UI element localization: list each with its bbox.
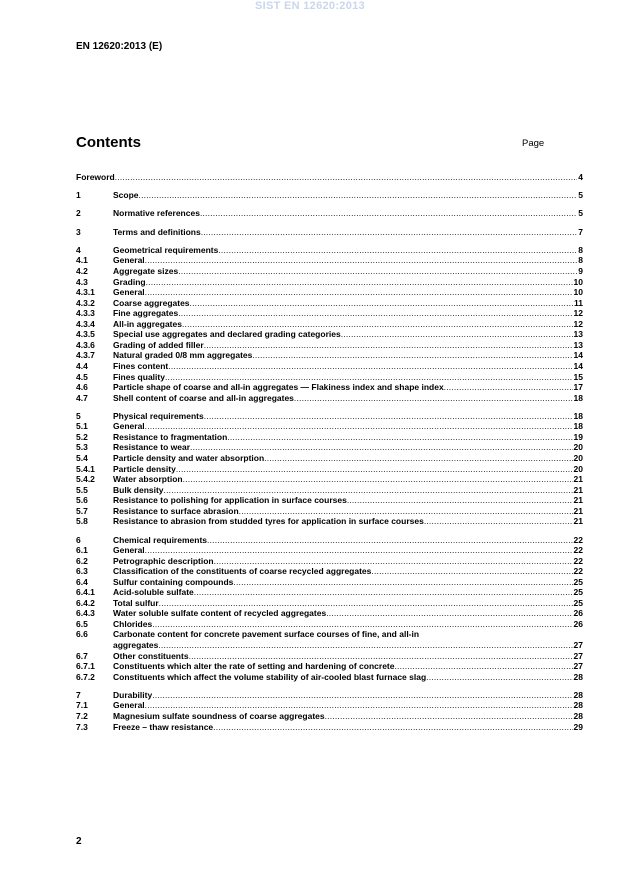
toc-entry-number: 6 bbox=[76, 534, 81, 545]
toc-entry-title: Durability bbox=[113, 689, 153, 700]
dot-leader bbox=[164, 485, 573, 496]
toc-entry-page: 26 bbox=[573, 618, 583, 629]
dot-leader bbox=[233, 577, 572, 588]
toc-entry[interactable] bbox=[76, 421, 583, 432]
toc-entry-page: 14 bbox=[573, 350, 583, 361]
toc-entry[interactable] bbox=[76, 556, 583, 567]
toc-entry-page: 5 bbox=[578, 208, 583, 219]
toc-entry[interactable] bbox=[76, 245, 583, 256]
toc-entry-page: 28 bbox=[573, 689, 583, 700]
dot-leader bbox=[444, 382, 573, 393]
toc-entry[interactable] bbox=[76, 661, 583, 672]
toc-entry-number: 6.5 bbox=[76, 618, 88, 629]
toc-entry-number: 7.3 bbox=[76, 721, 88, 732]
dot-leader bbox=[371, 566, 572, 577]
toc-entry[interactable] bbox=[76, 651, 583, 662]
toc-entry-page: 20 bbox=[573, 442, 583, 453]
toc-entry-page: 28 bbox=[573, 700, 583, 711]
toc-entry-title: Shell content of coarse and all-in aggregates bbox=[113, 392, 294, 403]
toc-entry[interactable] bbox=[76, 711, 583, 722]
toc-entry-page: 22 bbox=[573, 555, 583, 566]
dot-leader bbox=[204, 340, 573, 351]
dot-leader bbox=[204, 411, 573, 422]
toc-entry-title: Resistance to fragmentation bbox=[113, 431, 228, 442]
page-column-label: Page bbox=[522, 138, 545, 149]
toc-entry-title: Resistance to abrasion from studded tyres for application in surface courses bbox=[113, 516, 424, 527]
dot-leader bbox=[139, 190, 578, 201]
toc-entry[interactable] bbox=[76, 577, 583, 588]
dot-leader bbox=[207, 535, 573, 546]
toc-entry-number: 4.7 bbox=[76, 392, 88, 403]
toc-entry[interactable] bbox=[76, 255, 583, 266]
dot-leader bbox=[145, 700, 573, 711]
toc-entry-page: 12 bbox=[573, 318, 583, 329]
toc-entry[interactable] bbox=[76, 393, 583, 404]
toc-entry-number: 6.2 bbox=[76, 555, 88, 566]
dot-leader bbox=[152, 690, 572, 701]
toc-entry-page: 22 bbox=[573, 534, 583, 545]
toc-entry[interactable] bbox=[76, 598, 583, 609]
toc-entry-number: 4.6 bbox=[76, 382, 88, 393]
toc-entry-title: Constituents which affect the volume stability of air-cooled blast furnace slag bbox=[113, 671, 427, 682]
toc-entry-title: Particle shape of coarse and all-in aggregates — Flakiness index and shape index bbox=[113, 382, 444, 393]
dot-leader bbox=[294, 393, 573, 404]
toc-entry-page: 18 bbox=[573, 421, 583, 432]
toc-entry[interactable] bbox=[76, 700, 583, 711]
toc-entry-page: 20 bbox=[573, 463, 583, 474]
toc-entry-page: 18 bbox=[573, 392, 583, 403]
toc-entry-number: 5.7 bbox=[76, 505, 88, 516]
toc-entry-title: Bulk density bbox=[113, 484, 164, 495]
toc-entry-title: General bbox=[113, 287, 145, 298]
toc-entry-page: 18 bbox=[573, 410, 583, 421]
dot-leader bbox=[145, 545, 573, 556]
toc-entry[interactable] bbox=[76, 298, 583, 309]
toc-entry-title: Total sulfur bbox=[113, 597, 159, 608]
dot-leader bbox=[239, 506, 573, 517]
dot-leader bbox=[182, 319, 573, 330]
toc-entry[interactable] bbox=[76, 432, 583, 443]
toc-entry-page: 10 bbox=[573, 287, 583, 298]
toc-entry-number: 6.7.2 bbox=[76, 671, 95, 682]
dot-leader bbox=[190, 442, 573, 453]
toc-entry[interactable] bbox=[76, 287, 583, 298]
toc-entry-number: 6.7 bbox=[76, 650, 88, 661]
toc-entry-title: Fines content bbox=[113, 360, 169, 371]
toc-entry[interactable] bbox=[76, 372, 583, 383]
toc-entry-number: 5.6 bbox=[76, 495, 88, 506]
toc-entry-title: General bbox=[113, 545, 145, 556]
toc-entry[interactable] bbox=[76, 474, 583, 485]
toc-entry[interactable] bbox=[76, 308, 583, 319]
dot-leader bbox=[426, 672, 572, 683]
dot-leader bbox=[145, 255, 578, 266]
toc-entry-title: Special use aggregates and declared grading categories bbox=[113, 329, 341, 340]
toc-entry-number: 5.2 bbox=[76, 431, 88, 442]
dot-leader bbox=[424, 516, 573, 527]
toc-entry-number: 4.3.2 bbox=[76, 297, 95, 308]
dot-leader bbox=[178, 266, 577, 277]
toc-entry-title: Magnesium sulfate soundness of coarse aggregates bbox=[113, 710, 325, 721]
toc-entry-title: Geometrical requirements bbox=[113, 244, 219, 255]
toc-entry-number: 4 bbox=[76, 244, 81, 255]
toc-entry-number: 4.1 bbox=[76, 255, 88, 266]
toc-entry-number: 4.3.6 bbox=[76, 339, 95, 350]
toc-entry-title: Aggregate sizes bbox=[113, 266, 179, 277]
toc-entry-title: Fine aggregates bbox=[113, 308, 179, 319]
contents-heading: Contents bbox=[76, 134, 141, 151]
toc-entry-page: 19 bbox=[573, 431, 583, 442]
toc-entry-page: 15 bbox=[573, 371, 583, 382]
toc-entry-page: 22 bbox=[573, 566, 583, 577]
toc-entry-number: 4.3 bbox=[76, 276, 88, 287]
toc-entry-number: 6.6 bbox=[76, 629, 88, 640]
toc-entry-page: 28 bbox=[573, 671, 583, 682]
toc-entry-title: All-in aggregates bbox=[113, 318, 182, 329]
page-number: 2 bbox=[76, 836, 82, 847]
toc-entry-number: 4.3.4 bbox=[76, 318, 95, 329]
toc-entry-number: 5.4.2 bbox=[76, 474, 95, 485]
dot-leader bbox=[264, 453, 572, 464]
dot-leader bbox=[168, 361, 572, 372]
toc-entry-page: 21 bbox=[573, 505, 583, 516]
toc-entry-title: Classification of the constituents of coarse recycled aggregates bbox=[113, 566, 372, 577]
toc-entry-title: Grading bbox=[113, 276, 146, 287]
toc-entry-number: 6.4 bbox=[76, 576, 88, 587]
toc-entry[interactable] bbox=[76, 411, 583, 422]
dot-leader bbox=[194, 587, 573, 598]
dot-leader bbox=[165, 372, 573, 383]
toc-entry-title: Constituents which alter the rate of setting and hardening of concrete bbox=[113, 661, 395, 672]
toc-entry[interactable] bbox=[76, 172, 583, 183]
watermark: SIST EN 12620:2013 bbox=[255, 0, 365, 12]
toc-entry-number: 6.4.3 bbox=[76, 608, 95, 619]
toc-entry-title: Chemical requirements bbox=[113, 534, 208, 545]
toc-entry-page: 8 bbox=[578, 255, 583, 266]
toc-entry-title: Terms and definitions bbox=[113, 226, 201, 237]
toc-entry-title: Fines quality bbox=[113, 371, 165, 382]
toc-entry-title: Freeze – thaw resistance bbox=[113, 721, 214, 732]
toc-entry-number: 4.3.1 bbox=[76, 287, 95, 298]
toc-entry-title: Resistance to wear bbox=[113, 442, 191, 453]
dot-leader bbox=[146, 277, 573, 288]
toc-entry-number: 5.4.1 bbox=[76, 463, 95, 474]
toc-entry[interactable] bbox=[76, 361, 583, 372]
toc-entry-number: 4.3.5 bbox=[76, 329, 95, 340]
toc-entry[interactable] bbox=[76, 464, 583, 475]
dot-leader bbox=[218, 245, 577, 256]
toc-entry-number: 6.3 bbox=[76, 566, 88, 577]
toc-entry-number: 7.1 bbox=[76, 700, 88, 711]
toc-entry[interactable] bbox=[76, 629, 583, 640]
toc-entry-title: General bbox=[113, 421, 145, 432]
toc-entry-title: Resistance to surface abrasion bbox=[113, 505, 239, 516]
toc-entry-number: 4.3.3 bbox=[76, 308, 95, 319]
toc-entry-title: Grading of added filler bbox=[113, 339, 204, 350]
dot-leader bbox=[214, 556, 573, 567]
toc-entry-number: 7.2 bbox=[76, 710, 88, 721]
toc-entry-title: General bbox=[113, 700, 145, 711]
toc-entry-number: 6.7.1 bbox=[76, 661, 95, 672]
dot-leader bbox=[201, 227, 578, 238]
toc-entry-page: 29 bbox=[573, 721, 583, 732]
toc-entry-number: 5.8 bbox=[76, 516, 88, 527]
toc-entry-page: 26 bbox=[573, 608, 583, 619]
toc-entry-page: 12 bbox=[573, 308, 583, 319]
toc-entry-title: Chlorides bbox=[113, 618, 153, 629]
dot-leader bbox=[341, 329, 573, 340]
toc-entry-title: Water soluble sulfate content of recycled aggregates bbox=[113, 608, 327, 619]
toc-entry[interactable] bbox=[76, 485, 583, 496]
toc-entry-page: 14 bbox=[573, 360, 583, 371]
toc-entry[interactable] bbox=[76, 566, 583, 577]
toc-entry-title: Petrographic description bbox=[113, 555, 214, 566]
toc-entry-title: Acid-soluble sulfate bbox=[113, 587, 194, 598]
dot-leader bbox=[394, 661, 572, 672]
dot-leader bbox=[227, 432, 572, 443]
toc-entry[interactable] bbox=[76, 608, 583, 619]
dot-leader bbox=[145, 421, 573, 432]
toc-entry-title: Normative references bbox=[113, 208, 200, 219]
toc-entry-page: 5 bbox=[578, 190, 583, 201]
dot-leader bbox=[176, 464, 573, 475]
toc-entry-title: Physical requirements bbox=[113, 410, 204, 421]
toc-entry[interactable] bbox=[76, 545, 583, 556]
dot-leader bbox=[189, 651, 573, 662]
toc-entry-number: 5.1 bbox=[76, 421, 88, 432]
toc-entry-page: 25 bbox=[573, 576, 583, 587]
toc-entry-page: 21 bbox=[573, 474, 583, 485]
toc-entry-page: 20 bbox=[573, 453, 583, 464]
toc-entry-page: 25 bbox=[573, 587, 583, 598]
toc-entry-page: 27 bbox=[573, 650, 583, 661]
toc-entry-number: 4.5 bbox=[76, 371, 88, 382]
toc-entry-page: 21 bbox=[573, 516, 583, 527]
dot-leader bbox=[145, 287, 573, 298]
toc-entry-title: Scope bbox=[113, 190, 139, 201]
toc-entry[interactable] bbox=[76, 329, 583, 340]
toc-entry-page: 17 bbox=[573, 382, 583, 393]
toc-entry-page: 13 bbox=[573, 329, 583, 340]
toc-entry-number: 6.1 bbox=[76, 545, 88, 556]
toc-entry-number: 2 bbox=[76, 208, 81, 219]
toc-entry-page: 8 bbox=[578, 244, 583, 255]
toc-entry-title: Coarse aggregates bbox=[113, 297, 190, 308]
toc-entry-number: 7 bbox=[76, 689, 81, 700]
toc-entry[interactable] bbox=[76, 350, 583, 361]
dot-leader bbox=[183, 474, 573, 485]
dot-leader bbox=[190, 298, 573, 309]
toc-entry-number: 1 bbox=[76, 190, 81, 201]
toc-entry[interactable] bbox=[76, 722, 583, 733]
toc-entry-number: 5.5 bbox=[76, 484, 88, 495]
toc-entry-page: 27 bbox=[573, 640, 583, 650]
dot-leader bbox=[325, 711, 573, 722]
toc-entry-title: Sulfur containing compounds bbox=[113, 576, 234, 587]
toc-entry-number: 4.4 bbox=[76, 360, 88, 371]
toc-entry-title: aggregates bbox=[113, 640, 159, 650]
toc-entry[interactable] bbox=[76, 690, 583, 701]
toc-entry-page: 4 bbox=[578, 172, 583, 182]
toc-entry-number: 6.4.2 bbox=[76, 597, 95, 608]
dot-leader bbox=[252, 350, 572, 361]
dot-leader bbox=[326, 608, 572, 619]
toc-entry[interactable] bbox=[76, 619, 583, 630]
toc-entry[interactable] bbox=[76, 506, 583, 517]
toc-entry-page: 22 bbox=[573, 545, 583, 556]
toc-entry[interactable] bbox=[76, 190, 583, 201]
toc-entry-title: Foreword bbox=[76, 172, 115, 182]
toc-entry-title: Water absorption bbox=[113, 474, 183, 485]
toc-entry[interactable] bbox=[76, 672, 583, 683]
toc-entry-number: 5.3 bbox=[76, 442, 88, 453]
toc-entry[interactable] bbox=[76, 640, 583, 651]
dot-leader bbox=[115, 172, 578, 183]
toc-entry-title: Resistance to polishing for application in surface courses bbox=[113, 495, 347, 506]
toc-entry-page: 25 bbox=[573, 597, 583, 608]
toc-entry-page: 10 bbox=[573, 276, 583, 287]
toc-entry[interactable] bbox=[76, 266, 583, 277]
toc-entry[interactable] bbox=[76, 340, 583, 351]
toc-entry-number: 3 bbox=[76, 226, 81, 237]
dot-leader bbox=[200, 208, 577, 219]
toc-entry-number: 4.3.7 bbox=[76, 350, 95, 361]
toc-entry-title: General bbox=[113, 255, 145, 266]
toc-entry-number: 6.4.1 bbox=[76, 587, 95, 598]
toc-entry-page: 28 bbox=[573, 710, 583, 721]
toc-entry-title: Carbonate content for concrete pavement surface courses of fine, and all-in bbox=[113, 629, 420, 640]
toc-entry[interactable] bbox=[76, 442, 583, 453]
toc-entry[interactable] bbox=[76, 535, 583, 546]
toc-entry[interactable] bbox=[76, 587, 583, 598]
toc-entry-page: 21 bbox=[573, 495, 583, 506]
toc-entry-page: 13 bbox=[573, 339, 583, 350]
table-of-contents bbox=[76, 172, 583, 732]
dot-leader bbox=[347, 495, 573, 506]
toc-entry-page: 9 bbox=[578, 266, 583, 277]
dot-leader bbox=[158, 640, 572, 651]
toc-entry[interactable] bbox=[76, 227, 583, 238]
toc-entry[interactable] bbox=[76, 319, 583, 330]
toc-entry[interactable] bbox=[76, 516, 583, 527]
toc-entry[interactable] bbox=[76, 277, 583, 288]
toc-entry-number: 4.2 bbox=[76, 266, 88, 277]
document-id: EN 12620:2013 (E) bbox=[76, 41, 163, 52]
toc-entry-page: 11 bbox=[574, 297, 583, 308]
toc-entry[interactable] bbox=[76, 453, 583, 464]
toc-entry-title: Particle density and water absorption bbox=[113, 453, 265, 464]
dot-leader bbox=[152, 619, 572, 630]
toc-entry-number: 5 bbox=[76, 410, 81, 421]
toc-entry-page: 7 bbox=[578, 226, 583, 237]
toc-entry-title: Other constituents bbox=[113, 650, 189, 661]
toc-entry-page: 21 bbox=[573, 484, 583, 495]
toc-entry[interactable] bbox=[76, 495, 583, 506]
toc-entry[interactable] bbox=[76, 208, 583, 219]
dot-leader bbox=[213, 722, 572, 733]
toc-entry[interactable] bbox=[76, 382, 583, 393]
dot-leader bbox=[178, 308, 572, 319]
toc-entry-title: Particle density bbox=[113, 463, 176, 474]
dot-leader bbox=[159, 598, 573, 609]
toc-entry-page: 27 bbox=[573, 661, 583, 672]
toc-entry-title: Natural graded 0/8 mm aggregates bbox=[113, 350, 253, 361]
toc-entry-number: 5.4 bbox=[76, 453, 88, 464]
